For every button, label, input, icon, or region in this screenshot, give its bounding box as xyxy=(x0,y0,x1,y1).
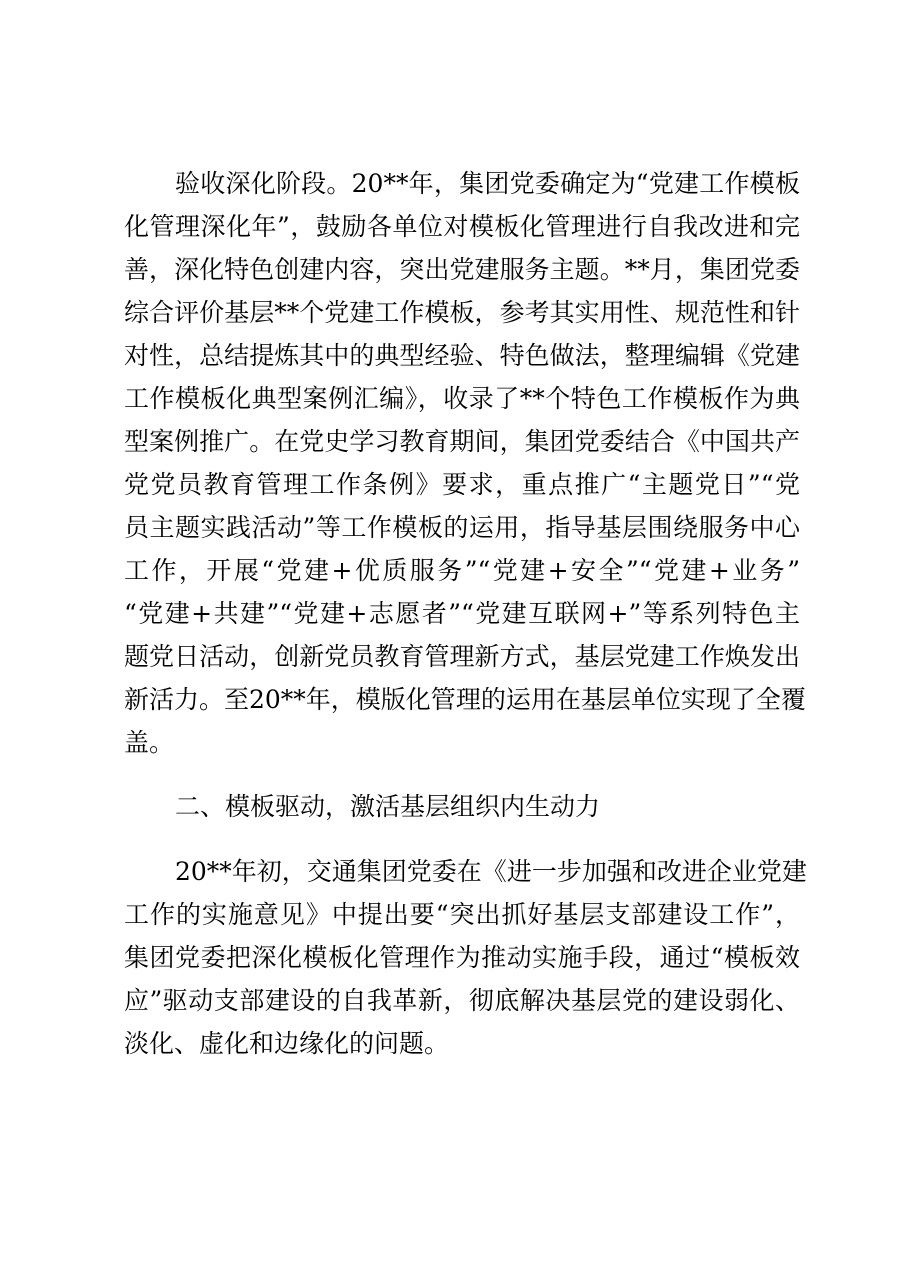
text-line: 盖。 xyxy=(124,728,175,757)
text-line: 新活力。至20**年，模版化管理的运用在基层单位实现了全覆 xyxy=(124,685,806,714)
text-line: 工作，开展“党建+优质服务”“党建+安全”“党建+业务” xyxy=(124,556,800,585)
text-line: 题党日活动，创新党员教育管理新方式，基层党建工作焕发出 xyxy=(124,642,800,671)
text-line: 对性，总结提炼其中的典型经验、特色做法，整理编辑《党建 xyxy=(124,341,800,370)
text-line: 淡化、虚化和边缘化的问题。 xyxy=(124,1029,450,1058)
text-line: 集团党委把深化模板化管理作为推动实施手段，通过“模板效 xyxy=(124,943,800,972)
text-line: 工作的实施意见》中提出要“突出抓好基层支部建设工作”， xyxy=(124,900,800,929)
text-line: 型案例推广。在党史学习教育期间，集团党委结合《中国共产 xyxy=(124,427,800,456)
section-heading: 二、模板驱动，激活基层组织内生动力 xyxy=(175,792,601,821)
text-line: 党党员教育管理工作条例》要求，重点推广“主题党日”“党 xyxy=(124,470,800,499)
text-line: 验收深化阶段。20**年，集团党委确定为“党建工作模板 xyxy=(175,169,800,198)
text-line: 工作模板化典型案例汇编》，收录了**个特色工作模板作为典 xyxy=(124,384,800,413)
text-line: 善，深化特色创建内容，突出党建服务主题。**月，集团党委 xyxy=(124,255,800,284)
text-line: 化管理深化年”，鼓励各单位对模板化管理进行自我改进和完 xyxy=(124,212,800,241)
text-line: 综合评价基层**个党建工作模板，参考其实用性、规范性和针 xyxy=(124,298,800,327)
text-line: 员主题实践活动”等工作模板的运用，指导基层围绕服务中心 xyxy=(124,513,800,542)
text-line: 应”驱动支部建设的自我革新，彻底解决基层党的建设弱化、 xyxy=(124,986,800,1015)
text-line: “党建+共建”“党建+志愿者”“党建互联网+”等系列特色主 xyxy=(124,599,800,628)
text-line: 20**年初，交通集团党委在《进一步加强和改进企业党建 xyxy=(175,857,807,886)
